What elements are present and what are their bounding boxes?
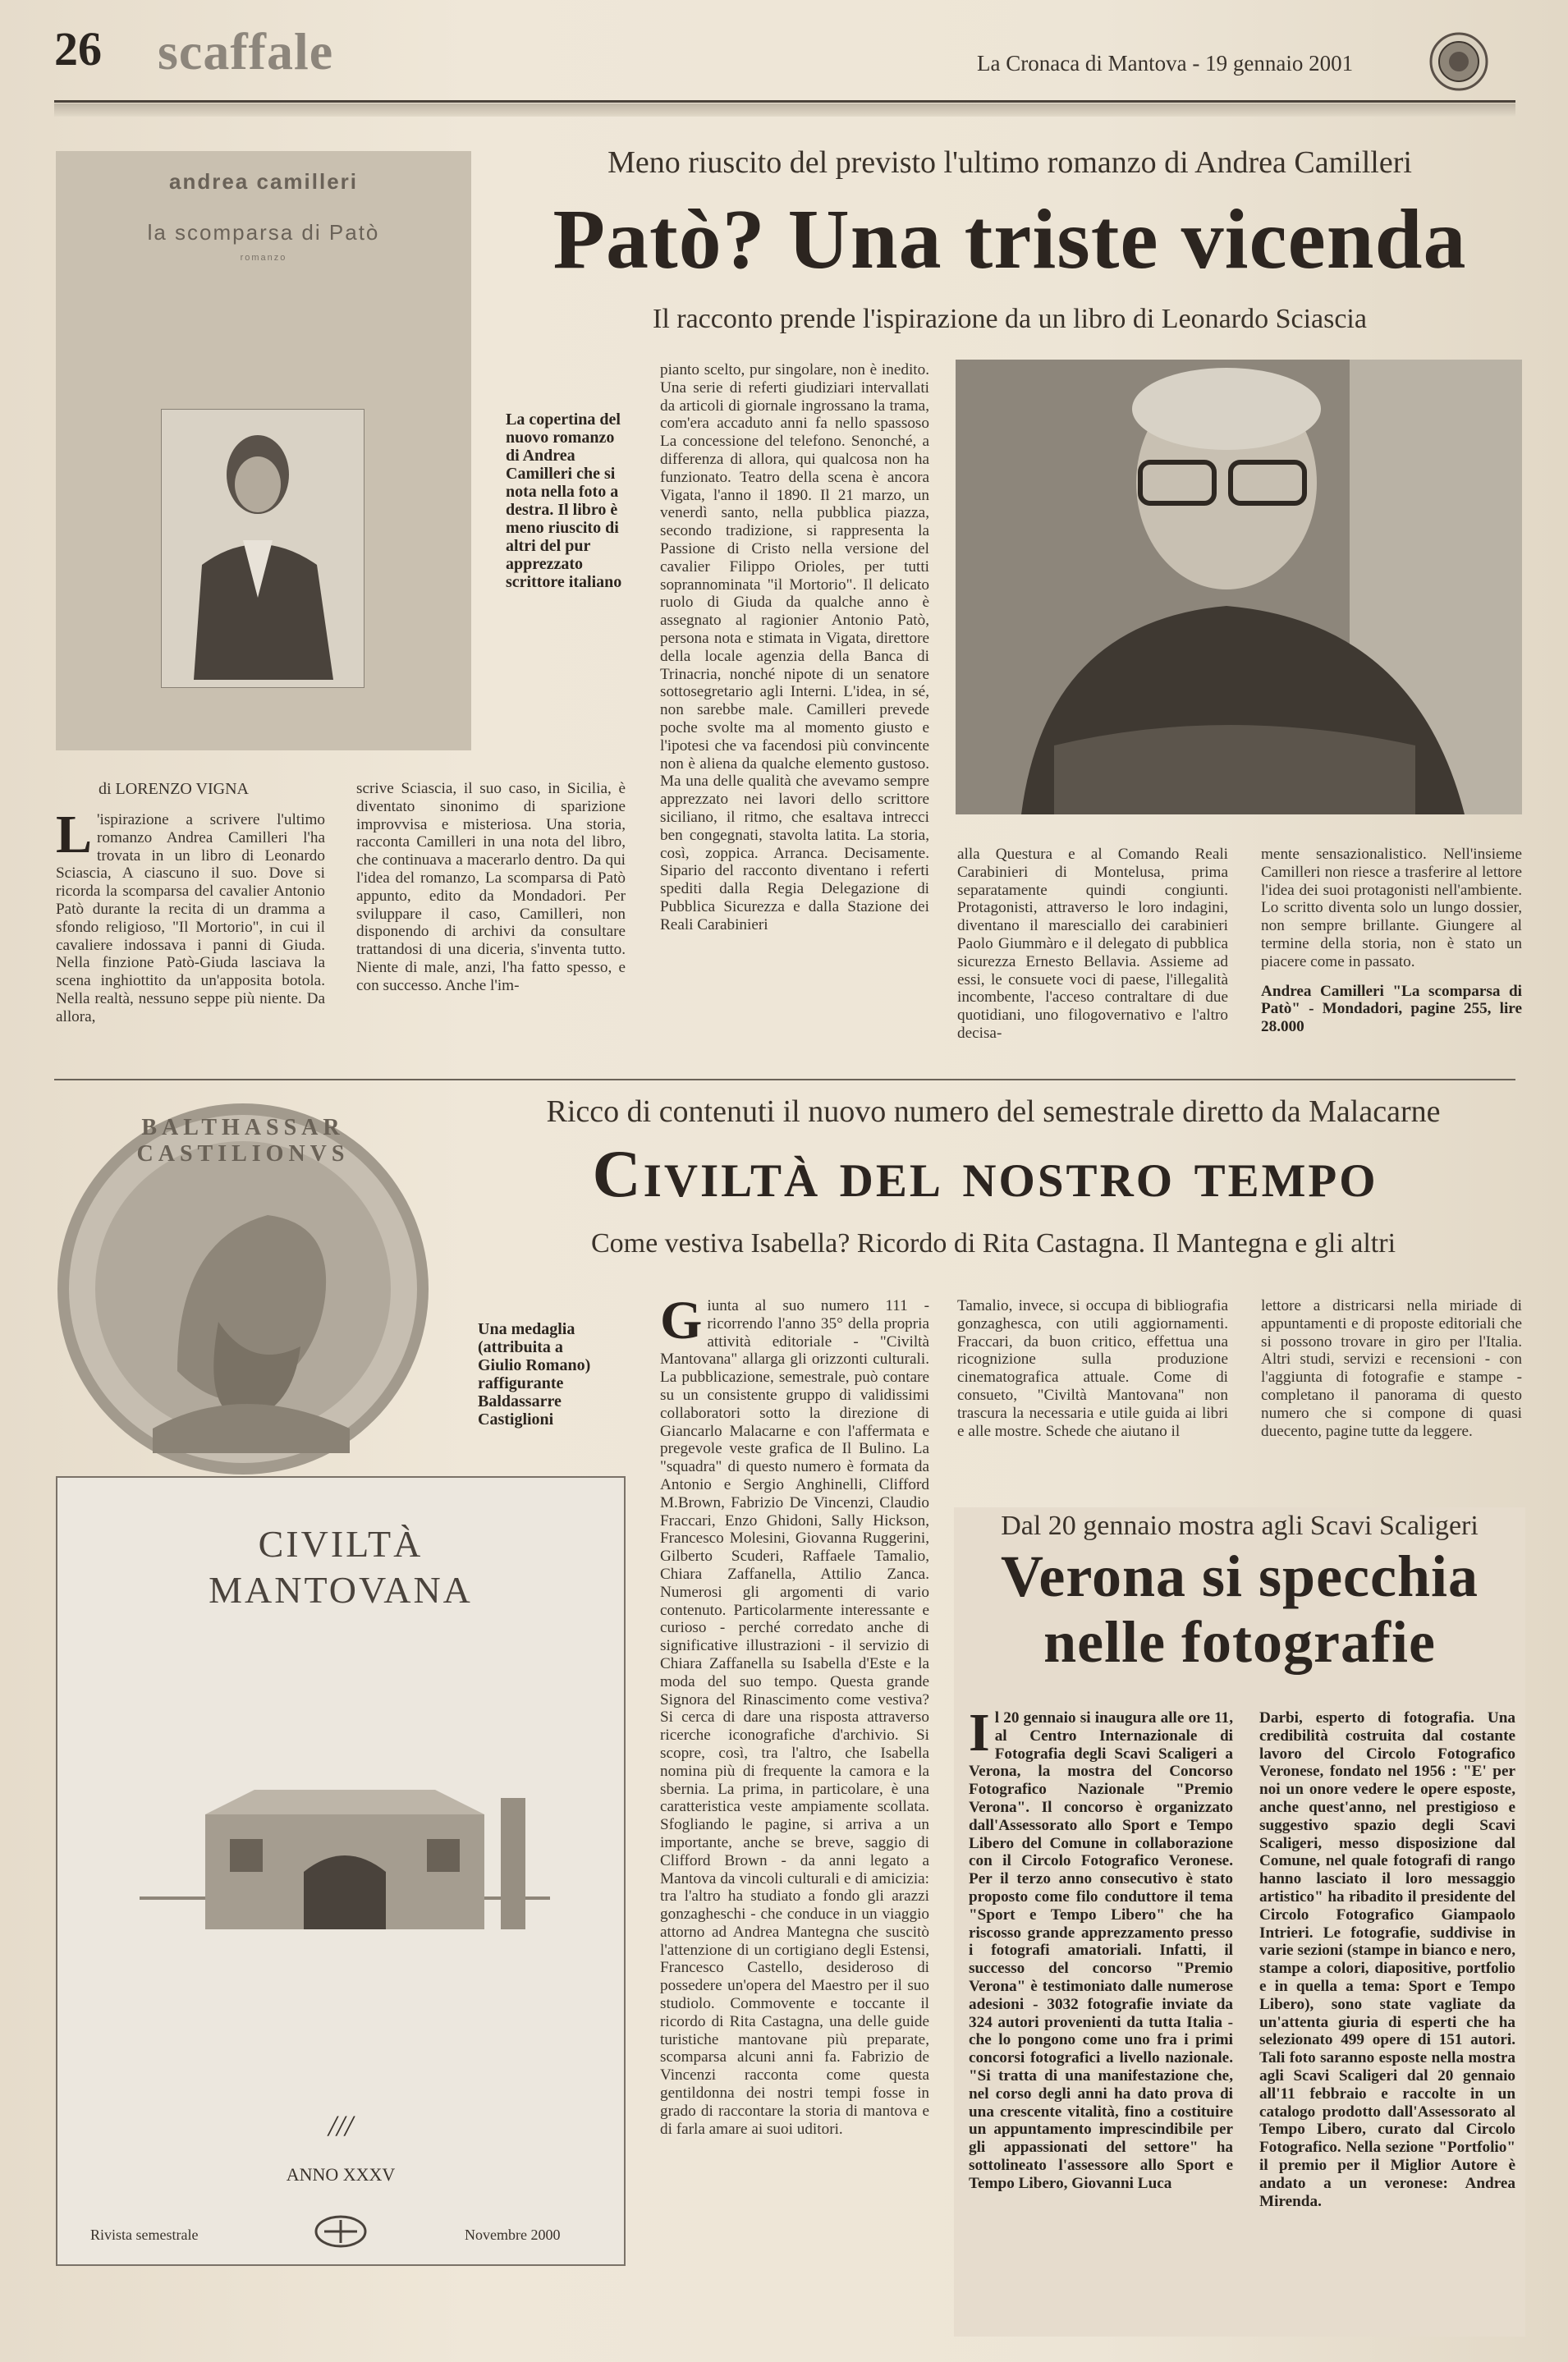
magazine-issue: ANNO XXXV: [286, 2164, 396, 2185]
section-title: scaffale: [158, 22, 334, 80]
article2-column-3: lettore a districarsi nella miriade di appuntamenti e di proposte editoriali che si possono trovare in giro per l'Italia. Altri studi, servizi e recensioni - con l'aggiunta di fotografie e stampe - completano il panorama di questo numero che si compone di quasi duecento, pagine tutte da leggere.: [1261, 1297, 1522, 1440]
article2-dropcap: G: [660, 1297, 703, 1351]
header-rule: [54, 100, 1515, 103]
article2-medal-caption: Una medaglia (attribuita a Giulio Romano) raffigurante Baldassarre Castiglioni: [478, 1320, 591, 1429]
article1-column-2: scrive Sciascia, il suo caso, in Sicilia, è diventato sinonimo di sparizione improvvisa e misteriosa. Una storia, racconta Camilleri in una nota del libro, che continuava a macerarlo dentro. Da qui l'idea del romanzo, La scomparsa di Patò appunto, edito da Mondadori. Per sviluppare il caso, Camilleri, non disponendo di archivi da consultare trattandosi di una diceria, s'inventa tutto. Niente di male, anzi, l'ha fatto spesso, e con successo. Anche l'im-: [356, 780, 626, 994]
magazine-emblem-icon: [312, 2213, 369, 2250]
book-genre: romanzo: [240, 253, 287, 263]
book-info: Andrea Camilleri "La scomparsa di Patò" - Mondadori, pagine 255, lire 28.000: [1261, 982, 1522, 1036]
article1-dropcap: L: [56, 811, 93, 865]
newspaper-emblem-icon: [1428, 31, 1489, 92]
issue-date: 19 gennaio 2001: [1205, 51, 1354, 76]
article3-headline-line2: nelle fotografie: [1043, 1609, 1436, 1675]
header-shadow-band: [54, 103, 1515, 117]
page-number: 26: [54, 22, 102, 76]
book-title: la scomparsa di Patò: [147, 220, 380, 245]
medal-image: [54, 1100, 432, 1478]
article2-subhead: Come vestiva Isabella? Ricordo di Rita Castagna. Il Mantegna e gli altri: [590, 1228, 1396, 1259]
article1-col1-text: 'ispirazione a scrivere l'ultimo romanzo Andrea Camilleri l'ha trovata in un libro di Leonardo Sciascia, A ciascuno il suo. Dove si ricorda la scomparsa del cavalier Antonio Patò durante la recita di un dramma a sfondo religioso, "Il Mortorio", in cui il cavaliere indossava i panni di Giuda. Nella finzione Patò-Giuda lasciava la scena inghiottito da un'apposita botola. Nella realtà, nessuno seppe più niente. Da allora,: [56, 811, 325, 1025]
magazine-footer-left: Rivista semestrale: [90, 2227, 199, 2243]
article1-kicker: Meno riuscito del previsto l'ultimo romanzo di Andrea Camilleri: [607, 145, 1412, 180]
magazine-title-line2: MANTOVANA: [209, 1569, 473, 1611]
camilleri-portrait-photo: [956, 360, 1522, 814]
article1-subhead: Il racconto prende l'ispirazione da un libro di Leonardo Sciascia: [653, 304, 1367, 334]
newspaper-title: La Cronaca di Mantova: [977, 51, 1187, 76]
magazine-mark: ///: [328, 2109, 353, 2142]
newspaper-name: La Cronaca di Mantova - 19 gennaio 2001: [977, 51, 1354, 76]
article3-column-1: [969, 1709, 1233, 2333]
article1-column-3: pianto scelto, pur singolare, non è inedito. Una serie di referti giudiziari intervallati da articoli di giornale ingrossano la trama, com'era accaduto anni fa nello spassoso La concessione del telefono. Senonché, a differenza di allora, qui qualcosa non ha funzionato. Teatro della scena è ancora Vigata, l'anno il 1890. Il 21 marzo, un venerdì santo, nella pubblica piazza, secondo tradizione, si rappresenta la Passione di Cristo nella versione del cavalier Filippo Orioles, per tutti soprannominata "il Mortorio". Il delicato ruolo di Giuda da qualche anno è assegnato al ragionier Antonio Patò, persona nota e stimata in Vigata, direttore della locale agenzia della Banca di Trinacria, nonché nipote di un senatore sottosegretario agli Interni. L'idea, in sé, non sarebbe male. Camilleri prevede poche svolte ma al momento giusto e l'ipotesi che va facendosi più convincente non è aliena da qualche elemento gustoso. Ma una delle qualità che avevamo sempre apprezzato nei lavori dello scrittore siciliano, il ritmo, che esaltava intrecci ben congegnati, stavolta latita. La storia, così, zoppica. Arranca. Decisamente. Sipario del racconto diventano i referti spediti dalla Regia Delegazione di Pubblica Sicurezza e dalla Stazione dei Reali Carabinieri: [660, 361, 929, 933]
article3-col1-text: l 20 gennaio si inaugura alle ore 11, al Centro Internazionale di Fotografia degli Scavi Scaligeri a Verona, la mostra del Concorso Fotografico Nazionale "Premio Verona". Il concorso è organizzato dall'Assessorato allo Sport e Tempo Libero del Comune in collaborazione con il Circolo Fotografico Veronese. Per il terzo anno consecutivo è stato proposto come filo conduttore il tema "Sport e Tempo Libero" che ha riscosso grande apprezzamento presso i fotografi amatoriali. Infatti, il successo del concorso "Premio Verona" è testimoniato dalle numerose adesioni - 3032 fotografie inviate da 324 autori provenienti da tutta Italia - che lo pongono come uno fra i primi concorsi fotografici a livello nazionale. "Si tratta di una manifestazione che, nel corso degli anni ha dato prova di una crescente vitalità, fino a costituire un appuntamento imprescindibile per gli appassionati del settore" ha sottolineato l'assessore allo Sport e Tempo Libero, Giovanni Luca: [969, 1709, 1233, 2192]
page-header: [0, 0, 1568, 115]
portrait-illustration: [956, 360, 1522, 814]
magazine-title-line1: CIVILTÀ: [258, 1523, 424, 1565]
article1-byline: di LORENZO VIGNA: [99, 780, 249, 798]
magazine-footer-right: Novembre 2000: [465, 2227, 561, 2243]
medal-inscription: BALTHASSAR CASTILIONVS: [136, 1115, 350, 1167]
article2-col1-text: iunta al suo numero 111 - ricorrendo l'anno 35° della propria attività editoriale - "Civiltà Mantovana" allarga gli orizzonti culturali. La pubblicazione, semestrale, può contare su un consistente gruppo di validissimi collaboratori sotto la direzione di Giancarlo Malacarne e con l'affermata e pregevole veste grafica de Il Bulino. La "squadra" di questo numero è formata da Antonio e Sergio Anghinelli, Clifford M.Brown, Fabrizio De Vincenzi, Claudio Fraccari, Enzo Ghidoni, Sally Hickson, Francesco Molesini, Giovanna Ruggerini, Gilberto Scuderi, Raffaele Tamalio, Chiara Zaffanella, Attilio Zanca. Numerosi gli argomenti di vario contenuto. Particolarmente interessante e curioso - perché corredato anche di significative illustrazioni - il servizio di Chiara Zaffanella su Isabella d'Este e la moda del suo tempo. Questa grande Signora del Rinascimento come vestiva? Si cerca di dare una risposta attraverso ricerche iconografiche d'archivio. Si scopre, così, tra l'altro, che Isabella nomina più di frequente la camora e la sbernia. La prima, in particolare, è una caratteristica veste ampiamente scollata. Sfogliando le pagine, si arriva a un importante, anche se breve, saggio di Clifford Brown - da anni legato a Mantova da vincoli culturali e di amicizia: tra l'altro ha studiato a fondo gli arazzi gonzagheschi - che conduce in un viaggio attorno ad Andrea Mantegna che suscitò l'attenzione di un cortigiano degli Estensi, Francesco Castello, desideroso di possedere un'opera del Maestro per il suo studiolo. Commovente e toccante il ricordo di Rita Castagna, una delle guide turistiche mantovane più preparate, scomparsa alcuni anni fa. Fabrizio de Vincenzi racconta come questa gentildonna dei nostri tempi fosse in grado di raccontare la storia di mantova e di farla amare ai suoi uditori.: [660, 1297, 929, 2138]
article1-photo-caption: La copertina del nuovo romanzo di Andrea Camilleri che si nota nella foto a destra. Il libro è meno riuscito di altri del pur apprezzato scrittore italiano: [506, 410, 622, 591]
article1-column-4: alla Questura e al Comando Reali Carabinieri di Montelusa, prima separatamente quindi congiunti. Protagonisti, attraverso le loro indagini, diventano il maresciallo dei carabinieri Paolo Giummàro e il delegato di pubblica sicurezza Ernesto Bellavia. Assieme ad essi, le consuete voci di paese, l'illegalità incombente, l'acceso contraltare di due quotidiani, uno filogovernativo e l'altro decisa-: [957, 846, 1228, 1042]
book-cover: [56, 151, 471, 750]
magazine-building-image: [140, 1782, 550, 1938]
article2-kicker: Ricco di contenuti il nuovo numero del semestrale diretto da Malacarne: [546, 1094, 1441, 1129]
article1-headline: Patò? Una triste vicenda: [552, 192, 1467, 287]
article3-column-2: Darbi, esperto di fotografia. Una credibilità costruita dal costante lavoro del Circolo Fotografico Veronese, fondato nel 1956 : "E' per noi un onore vedere le opere esposte, anche quest'anno, nel prestigioso e suggestivo spazio degli Scavi Scaligeri, messo disposizione dal Comune, nel quale fotografi di rango hanno lasciato il loro messaggio artistico" ha ribadito il presidente del Circolo Fotografico Giampaolo Intrieri. Le fotografie, suddivise in varie sezioni (stampe in bianco e nero, stampe a colori, diapositive, portfolio e in quella a tema: Sport e Tempo Libero), sono state vagliate da un'attenta giuria di esperti che ha selezionato 499 opere di 151 autori. Tali foto saranno esposte nella mostra agli Scavi Scaligeri dal 20 gennaio all'11 febbraio e raccolte in un catalogo prodotto dall'Assessorato al Tempo Libero, curato dal Circolo Fotografico. Nella sezione "Portfolio" il premio per il Miglior Autore è andato a un veronese: Andrea Mirenda.: [1259, 1709, 1515, 2210]
article3-kicker: Dal 20 gennaio mostra agli Scavi Scaligeri: [1001, 1511, 1479, 1541]
section-divider: [54, 1079, 1515, 1080]
article1-column-1: [56, 811, 325, 1066]
magazine-cover: [56, 1476, 626, 2266]
article3-box: [954, 1507, 1525, 2337]
book-cover-portrait-image: [161, 409, 364, 688]
article3-dropcap: I: [969, 1709, 990, 1763]
book-author: andrea camilleri: [169, 169, 358, 194]
article1-column-5-wrap: [1261, 846, 1522, 1069]
article3-headline-line1: Verona si specchia: [1000, 1543, 1479, 1609]
article2-column-1: [660, 1297, 929, 2266]
article2-column-2: Tamalio, invece, si occupa di bibliografia gonzaghesca, con utili aggiornamenti. Fraccari, da buon critico, effettua una ricognizione sulla produzione cinematografica attuale. Come di consueto, "Civiltà Mantovana" non trascura la necessaria e utile guida ai libri e alle mostre. Schede che aiutano il: [957, 1297, 1228, 1440]
article2-headline: Civiltà del nostro tempo: [592, 1136, 1378, 1211]
article1-column-5: mente sensazionalistico. Nell'insieme Camilleri non riesce a trasferire al lettore l'idea dei suoi protagonisti nell'ambiente. Lo scritto diventa solo un lungo dossier, non sempre brillante. Giungere al termine della storia, non è stato un piacere come in passato.: [1261, 846, 1522, 970]
